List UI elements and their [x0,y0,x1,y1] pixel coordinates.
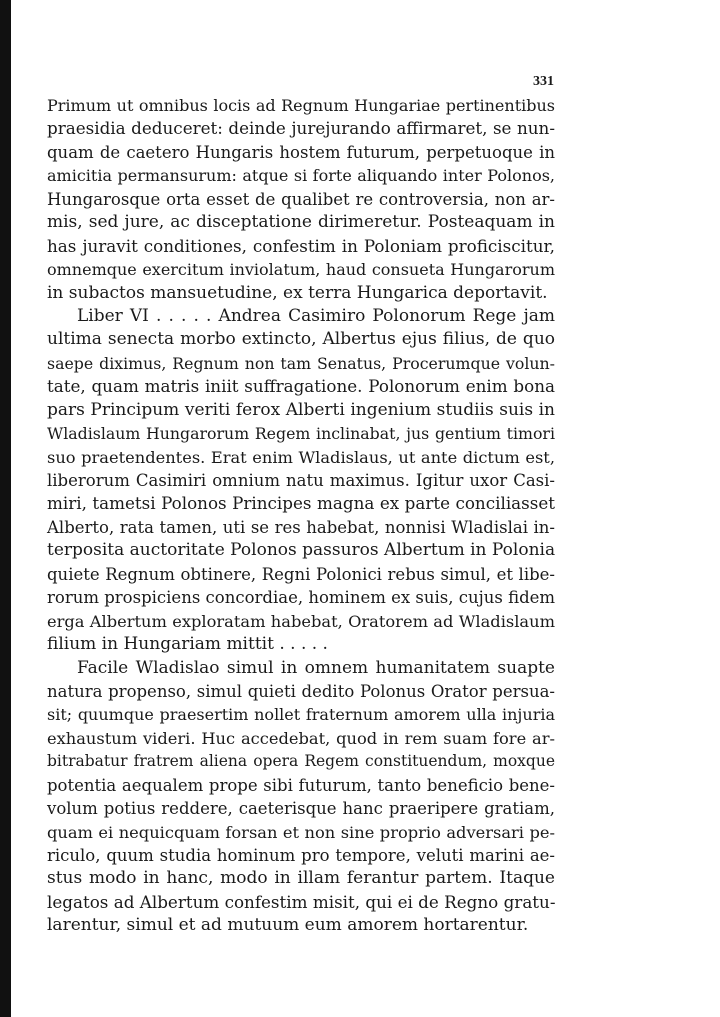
text-line: rorum prospiciens concordiae, hominem ex suis, cujus fidem [47,588,556,608]
text-line: liberorum Casimiri omnium natu maximus. Igitur uxor Casi- [47,471,555,490]
text-line: Facile Wladislao simul in omnem humanitatem suapte [77,657,555,678]
text-line: praesidia deduceret: deinde jurejurando affirmaret, se nun- [47,118,555,139]
text-line: miri, tametsi Polonos Principes magna ex parte conciliasset [47,493,555,514]
text-line: saepe diximus, Regnum non tam Senatus, Procerumque volun- [47,353,555,373]
text-line: natura propenso, simul quieti dedito Polonus Orator persua- [47,681,555,701]
text-line: omnemque exercitum inviolatum, haud consueta Hungarorum [47,260,555,280]
text-line: ultima senecta morbo extincto, Albertus ejus filius, de quo [47,329,555,350]
text-line: Primum ut omnibus locis ad Regnum Hungariae pertinentibus [47,96,555,115]
text-line: potentia aequalem prope sibi futurum, tanto beneficio bene- [47,775,555,795]
text-line: sit; quumque praesertim nollet fraternum amorem ulla injuria [47,705,555,725]
text-line: terposita auctoritate Polonos passuros Albertum in Polonia [47,540,556,561]
text-line: quiete Regnum obtinere, Regni Polonici rebus simul, et libe- [47,564,555,584]
page-number: 331 [533,74,554,89]
text-line: stus modo in hanc, modo in illam ferantur partem. Itaque [47,868,555,889]
text-line: suo praetendentes. Erat enim Wladislaus, ut ante dictum est, [47,447,555,467]
text-line: volum potius reddere, caeterisque hanc praeripere gratiam, [47,799,555,819]
text-line: has juravit conditiones, confestim in Poloniam proficiscitur, [47,235,555,256]
text-line: quam de caetero Hungaris hostem futurum, perpetuoque in [47,142,555,162]
page-binding-edge [0,0,11,1017]
text-line: Wladislaum Hungarorum Regem inclinabat, jus gentium timori [47,424,555,444]
text-line: amicitia permansurum: atque si forte aliquando inter Polonos, [47,166,555,186]
text-line: tate, quam matris iniit suffragatione. Polonorum enim bona [47,376,555,397]
body-text [47,94,555,938]
text-line: riculo, quum studia hominum pro tempore, veluti marini ae- [47,846,555,865]
text-line: quam ei nequicquam forsan et non sine proprio adversari pe- [47,822,555,842]
text-line: Hungarosque orta esset de qualibet re controversia, non ar- [47,189,555,209]
text-line: legatos ad Albertum confestim misit, qui ei de Regno gratu- [47,891,556,912]
text-line: exhaustum videri. Huc accedebat, quod in rem suam fore ar- [47,728,555,748]
text-line: larentur, simul et ad mutuum eum amorem hortarentur. [47,915,529,936]
text-line: erga Albertum exploratam habebat, Oratorem ad Wladislaum [47,611,555,631]
text-line: in subactos mansuetudine, ex terra Hungarica deportavit. [47,282,548,303]
text-line: Alberto, rata tamen, uti se res habebat, nonnisi Wladislai in- [47,517,555,537]
text-line: Liber VI . . . . . Andrea Casimiro Polonorum Rege jam [77,305,555,326]
text-line: pars Principum veriti ferox Alberti ingenium studiis suis in [47,399,555,420]
text-line: filium in Hungariam mittit . . . . . [47,634,328,655]
text-line: mis, sed jure, ac disceptatione dirimeretur. Posteaquam in [47,212,555,233]
text-line: bitrabatur fratrem aliena opera Regem constituendum, moxque [47,752,555,771]
